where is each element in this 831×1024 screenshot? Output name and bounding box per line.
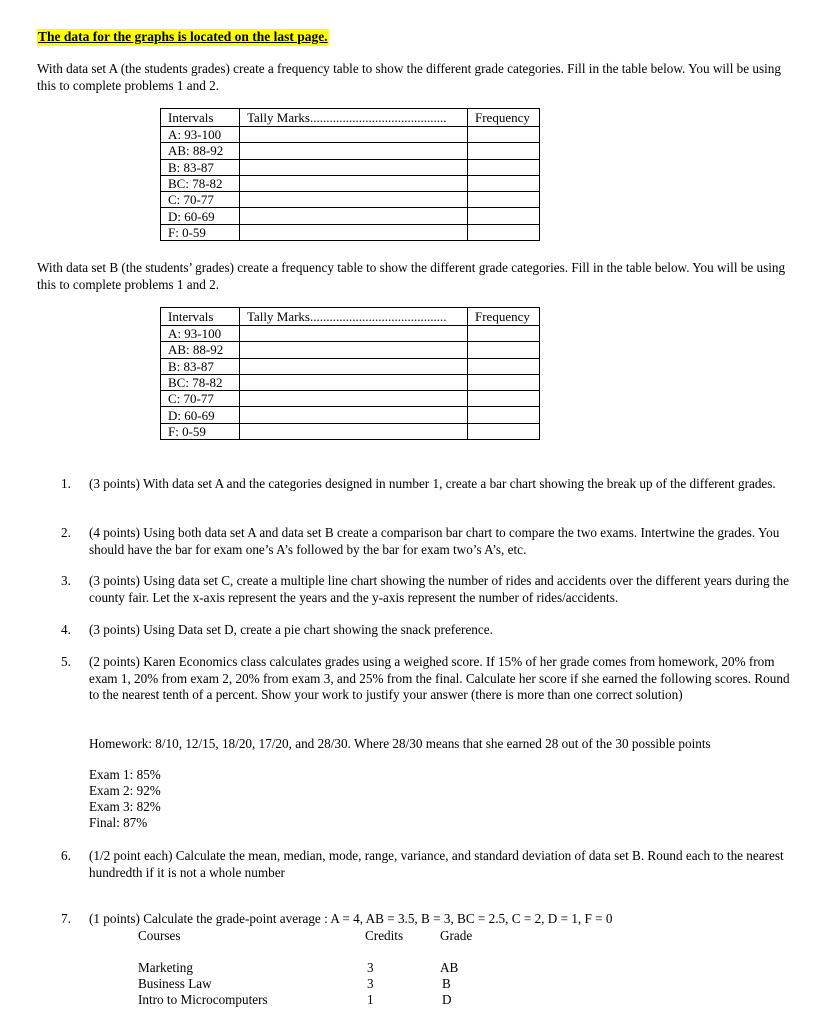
question-2-text: (4 points) Using both data set A and data set B create a comparison bar chart to compare the two exams. Intertwine the grades. You should have the bar for exam one’s A’s followed by the bar for exam two’s A’s, etc. xyxy=(89,525,780,557)
question-6-text: (1/2 point each) Calculate the mean, median, mode, range, variance, and standard deviation of data set B. Round each to the nearest hundredth if it is not a whole number xyxy=(89,848,784,880)
frequency-cell xyxy=(468,175,540,191)
question-7-number: 7. xyxy=(61,911,71,926)
frequency-cell xyxy=(468,208,540,224)
tally-cell xyxy=(240,192,468,208)
tally-cell xyxy=(240,159,468,175)
question-1-text: (3 points) With data set A and the categories designed in number 1, create a bar chart showing the break up of the different grades. xyxy=(89,476,776,491)
frequency-cell xyxy=(468,127,540,143)
frequency-cell xyxy=(468,159,540,175)
interval-cell: B: 83-87 xyxy=(161,358,240,374)
frequency-cell xyxy=(468,423,540,439)
gpa-grade: AB xyxy=(440,960,459,975)
question-4-number: 4. xyxy=(61,622,71,637)
question-3-text: (3 points) Using data set C, create a multiple line chart showing the number of rides and accidents over the different years during the county fair. Let the x-axis represent the years and the y-axis represent the number of rides/accidents. xyxy=(89,573,789,605)
frequency-cell xyxy=(468,326,540,342)
interval-cell: C: 70-77 xyxy=(161,192,240,208)
tally-cell xyxy=(240,208,468,224)
gpa-course: Intro to Microcomputers xyxy=(138,992,268,1007)
interval-cell: C: 70-77 xyxy=(161,391,240,407)
frequency-table-b xyxy=(160,307,540,440)
exam-score: Exam 2: 92% xyxy=(89,783,161,798)
exam-score: Exam 1: 85% xyxy=(89,767,161,782)
interval-cell: A: 93-100 xyxy=(161,326,240,342)
interval-cell: BC: 78-82 xyxy=(161,374,240,390)
question-6-number: 6. xyxy=(61,848,71,863)
frequency-cell xyxy=(468,224,540,240)
header-intervals: Intervals xyxy=(161,109,240,127)
tally-cell xyxy=(240,407,468,423)
question-5-number: 5. xyxy=(61,654,71,669)
gpa-grade: B xyxy=(442,976,451,991)
header-tally: Tally Marks.......................................... xyxy=(240,308,468,326)
gpa-credits: 1 xyxy=(367,992,374,1007)
frequency-cell xyxy=(468,391,540,407)
interval-cell: B: 83-87 xyxy=(161,159,240,175)
tally-cell xyxy=(240,175,468,191)
question-1-number: 1. xyxy=(61,476,71,491)
frequency-cell xyxy=(468,192,540,208)
interval-cell: F: 0-59 xyxy=(161,224,240,240)
tally-cell xyxy=(240,224,468,240)
header-tally: Tally Marks.......................................... xyxy=(240,109,468,127)
gpa-credits: 3 xyxy=(367,960,374,975)
interval-cell: D: 60-69 xyxy=(161,208,240,224)
interval-cell: F: 0-59 xyxy=(161,423,240,439)
frequency-cell xyxy=(468,407,540,423)
interval-cell: AB: 88-92 xyxy=(161,143,240,159)
gpa-header-courses: Courses xyxy=(138,928,181,943)
set-b-instructions: With data set B (the students’ grades) create a frequency table to show the different grade categories. Fill in the table below. You will be using this to complete problems 1 and 2. xyxy=(37,260,786,292)
tally-cell xyxy=(240,423,468,439)
tally-cell xyxy=(240,326,468,342)
homework-scores: Homework: 8/10, 12/15, 18/20, 17/20, and 28/30. Where 28/30 means that she earned 28 out of the 30 possible points xyxy=(89,736,711,751)
tally-cell xyxy=(240,358,468,374)
gpa-grade: D xyxy=(442,992,452,1007)
question-2-number: 2. xyxy=(61,525,71,540)
question-4-text: (3 points) Using Data set D, create a pie chart showing the snack preference. xyxy=(89,622,493,637)
gpa-course: Business Law xyxy=(138,976,212,991)
tally-cell xyxy=(240,143,468,159)
question-3-number: 3. xyxy=(61,573,71,588)
frequency-cell xyxy=(468,143,540,159)
interval-cell: A: 93-100 xyxy=(161,127,240,143)
frequency-table-a xyxy=(160,108,540,241)
frequency-cell xyxy=(468,358,540,374)
gpa-credits: 3 xyxy=(367,976,374,991)
question-5-text: (2 points) Karen Economics class calculates grades using a weighed score. If 15% of her grade comes from homework, 20% from exam 1, 20% from exam 2, 20% from exam 3, and 25% from the final. Calculate her score if she earned the following scores. Round to the nearest tenth of a percent. Show your work to justify your answer (there is more than one correct solution) xyxy=(89,654,790,702)
interval-cell: D: 60-69 xyxy=(161,407,240,423)
frequency-cell xyxy=(468,342,540,358)
interval-cell: BC: 78-82 xyxy=(161,175,240,191)
tally-cell xyxy=(240,127,468,143)
tally-cell xyxy=(240,374,468,390)
frequency-cell xyxy=(468,374,540,390)
set-a-instructions: With data set A (the students grades) create a frequency table to show the different grade categories. Fill in the table below. You will be using this to complete problems 1 and 2. xyxy=(37,61,781,93)
gpa-header-credits: Credits xyxy=(365,928,404,943)
page-banner: The data for the graphs is located on the last page. xyxy=(38,29,328,44)
gpa-header-grade: Grade xyxy=(440,928,473,943)
tally-cell xyxy=(240,391,468,407)
header-frequency: Frequency xyxy=(468,308,540,326)
exam-score: Final: 87% xyxy=(89,815,148,830)
question-7-text: (1 points) Calculate the grade-point average : A = 4, AB = 3.5, B = 3, BC = 2.5, C = 2, D = 1, F = 0 xyxy=(89,911,613,926)
gpa-course: Marketing xyxy=(138,960,193,975)
interval-cell: AB: 88-92 xyxy=(161,342,240,358)
header-frequency: Frequency xyxy=(468,109,540,127)
exam-score: Exam 3: 82% xyxy=(89,799,161,814)
header-intervals: Intervals xyxy=(161,308,240,326)
tally-cell xyxy=(240,342,468,358)
